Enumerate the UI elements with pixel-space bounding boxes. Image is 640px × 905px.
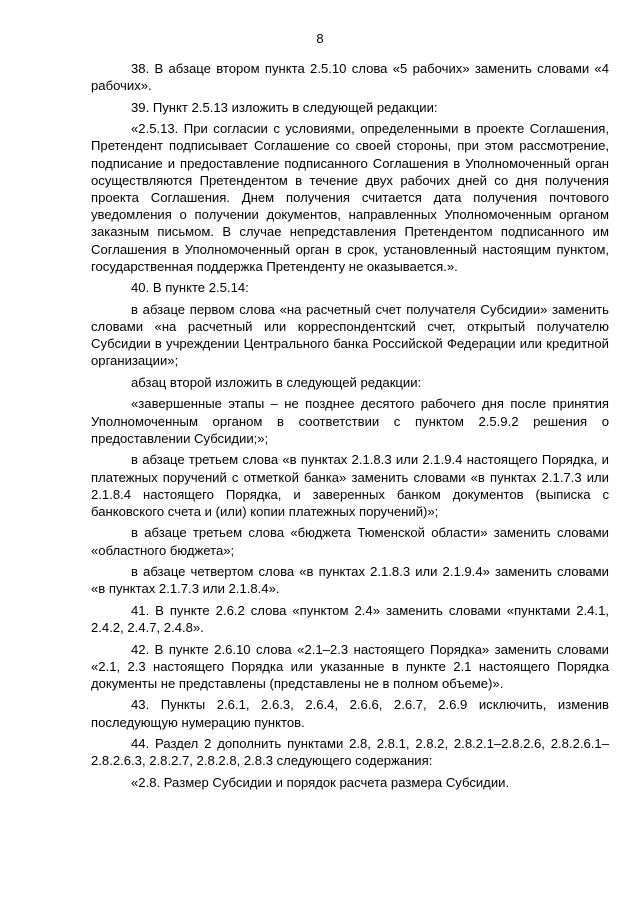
paragraph-40-second-abzac: абзац второй изложить в следующей редакции: [131, 374, 422, 390]
paragraph-42: 42. В пункте 2.6.10 слова «2.1–2.3 настоящего Порядка» заменить словами «2.1, 2.3 настоящего Порядка или указанные в пункте 2.1 настоящего Порядка документы не представлены (представлены не в полном объеме)». [91, 641, 609, 691]
paragraph-40-second-abzac-text: «завершенные этапы – не позднее десятого рабочего дня после принятия Уполномоченным органом в соответствии с пунктом 2.5.9.2 решения о предоставлении Субсидии;»; [91, 396, 609, 446]
paragraph-2-5-13-text: «2.5.13. При согласии с условиями, определенными в проекте Соглашения, Претендент подписывает Соглашение со своей стороны, при этом рассмотрение, подписание и предоставление подписанного Соглашения в Уполномоченный орган осуществляются Претендентом в течение двух рабочих дней со дня получения проекта Соглашения. Днем получения считается дата получения почтового уведомления о получении документов, направленных Уполномоченным органом заказным письмом. В случае непредставления Претендентом подписанного им Соглашения в Уполномоченный орган в срок, установленный настоящим пунктом, государственная поддержка Претенденту не оказывается.». [91, 121, 609, 274]
paragraph-40-third-abzac: в абзаце третьем слова «в пунктах 2.1.8.3 или 2.1.9.4 настоящего Порядка, и платежных поручений с отметкой банка» заменить словами «в пунктах 2.1.7.3 или 2.1.8.4 настоящего Порядка, и заверенных банком документов (выписка с банковского счета и (или) копии платежных поручений)»; [91, 452, 609, 519]
paragraph-41: 41. В пункте 2.6.2 слова «пунктом 2.4» заменить словами «пунктами 2.4.1, 2.4.2, 2.4.7, 2.4.8». [91, 602, 609, 636]
paragraph-44: 44. Раздел 2 дополнить пунктами 2.8, 2.8.1, 2.8.2, 2.8.2.1–2.8.2.6, 2.8.2.6.1–2.8.2.6.3, 2.8.2.7, 2.8.2.8, 2.8.3 следующего содержания: [91, 736, 609, 769]
paragraph-40-first-abzac: в абзаце первом слова «на расчетный счет получателя Субсидии» заменить словами «на расчетный или корреспондентский счет, открытый получателю Субсидии в учреждении Центрального банка Российской Федерации или кредитной организации»; [91, 301, 609, 369]
document-body [91, 60, 609, 795]
paragraph-38: 38. В абзаце втором пункта 2.5.10 слова «5 рабочих» заменить словами «4 рабочих». [91, 61, 609, 94]
paragraph-40-fourth-abzac: в абзаце четвертом слова «в пунктах 2.1.8.3 или 2.1.9.4» заменить словами «в пунктах 2.1.7.3 или 2.1.8.4». [91, 564, 609, 597]
paragraph-39: 39. Пункт 2.5.13 изложить в следующей редакции: [131, 99, 438, 115]
paragraph-2-8-heading: «2.8. Размер Субсидии и порядок расчета размера Субсидии. [131, 774, 510, 790]
paragraph-40: 40. В пункте 2.5.14: [131, 280, 249, 296]
paragraph-40-third-abzac-budget: в абзаце третьем слова «бюджета Тюменской области» заменить словами «областного бюджета»; [91, 525, 609, 558]
paragraph-43: 43. Пункты 2.6.1, 2.6.3, 2.6.4, 2.6.6, 2.6.7, 2.6.9 исключить, изменив последующую нумерацию пунктов. [91, 697, 609, 730]
page-number: 8 [316, 31, 324, 46]
